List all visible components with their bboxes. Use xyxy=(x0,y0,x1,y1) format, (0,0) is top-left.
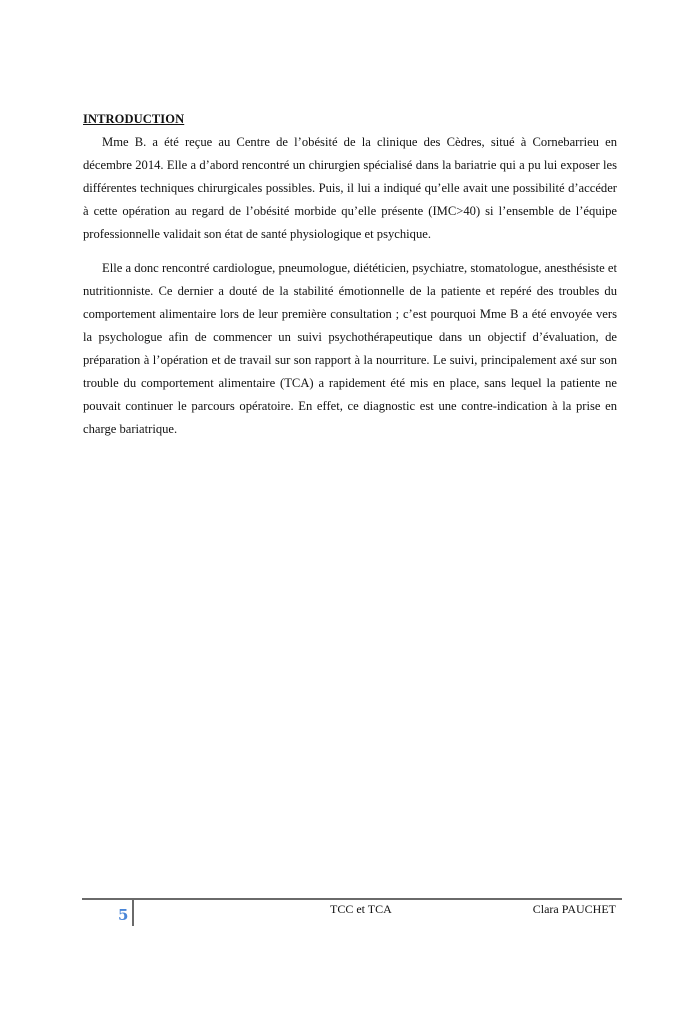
page-content xyxy=(83,110,617,441)
section-heading: INTRODUCTION xyxy=(83,112,185,126)
paragraph-1: Mme B. a été reçue au Centre de l’obésité de la clinique des Cèdres, situé à Cornebarrieu en décembre 2014. Elle a d’abord rencontré un chirurgien spécialisé dans la bariatrie qui a pu lui exposer les différentes techniques chirurgicales possibles. Puis, il lui a indiqué qu’elle avait une possibilité d’accéder à cette opération au regard de l’obésité morbide qu’elle présente (IMC>40) si l’ensemble de l’équipe professionnelle validait son état de santé physiologique et psychique. xyxy=(83,135,617,241)
page-number: 5 xyxy=(118,906,129,924)
footer-title: TCC et TCA xyxy=(330,902,392,916)
page-footer xyxy=(82,898,622,928)
paragraph-2: Elle a donc rencontré cardiologue, pneumologue, diététicien, psychiatre, stomatologue, anesthésiste et nutritionniste. Ce dernier a douté de la stabilité émotionnelle de la patiente et repéré des troubles du comportement alimentaire lors de leur première consultation ; c’est pourquoi Mme B a été envoyée vers la psychologue afin de commencer un suivi psychothérapeutique dans un objectif d’évaluation, de préparation à l’opération et de travail sur son rapport à la nourriture. Le suivi, principalement axé sur son trouble du comportement alimentaire (TCA) a rapidement été mis en place, sans lequel la patiente ne pouvait continuer le parcours opératoire. En effet, ce diagnostic est une contre-indication à la prise en charge bariatrique. xyxy=(83,261,617,436)
footer-rule xyxy=(82,898,622,900)
footer-divider xyxy=(132,898,134,926)
footer-author: Clara PAUCHET xyxy=(532,902,616,916)
